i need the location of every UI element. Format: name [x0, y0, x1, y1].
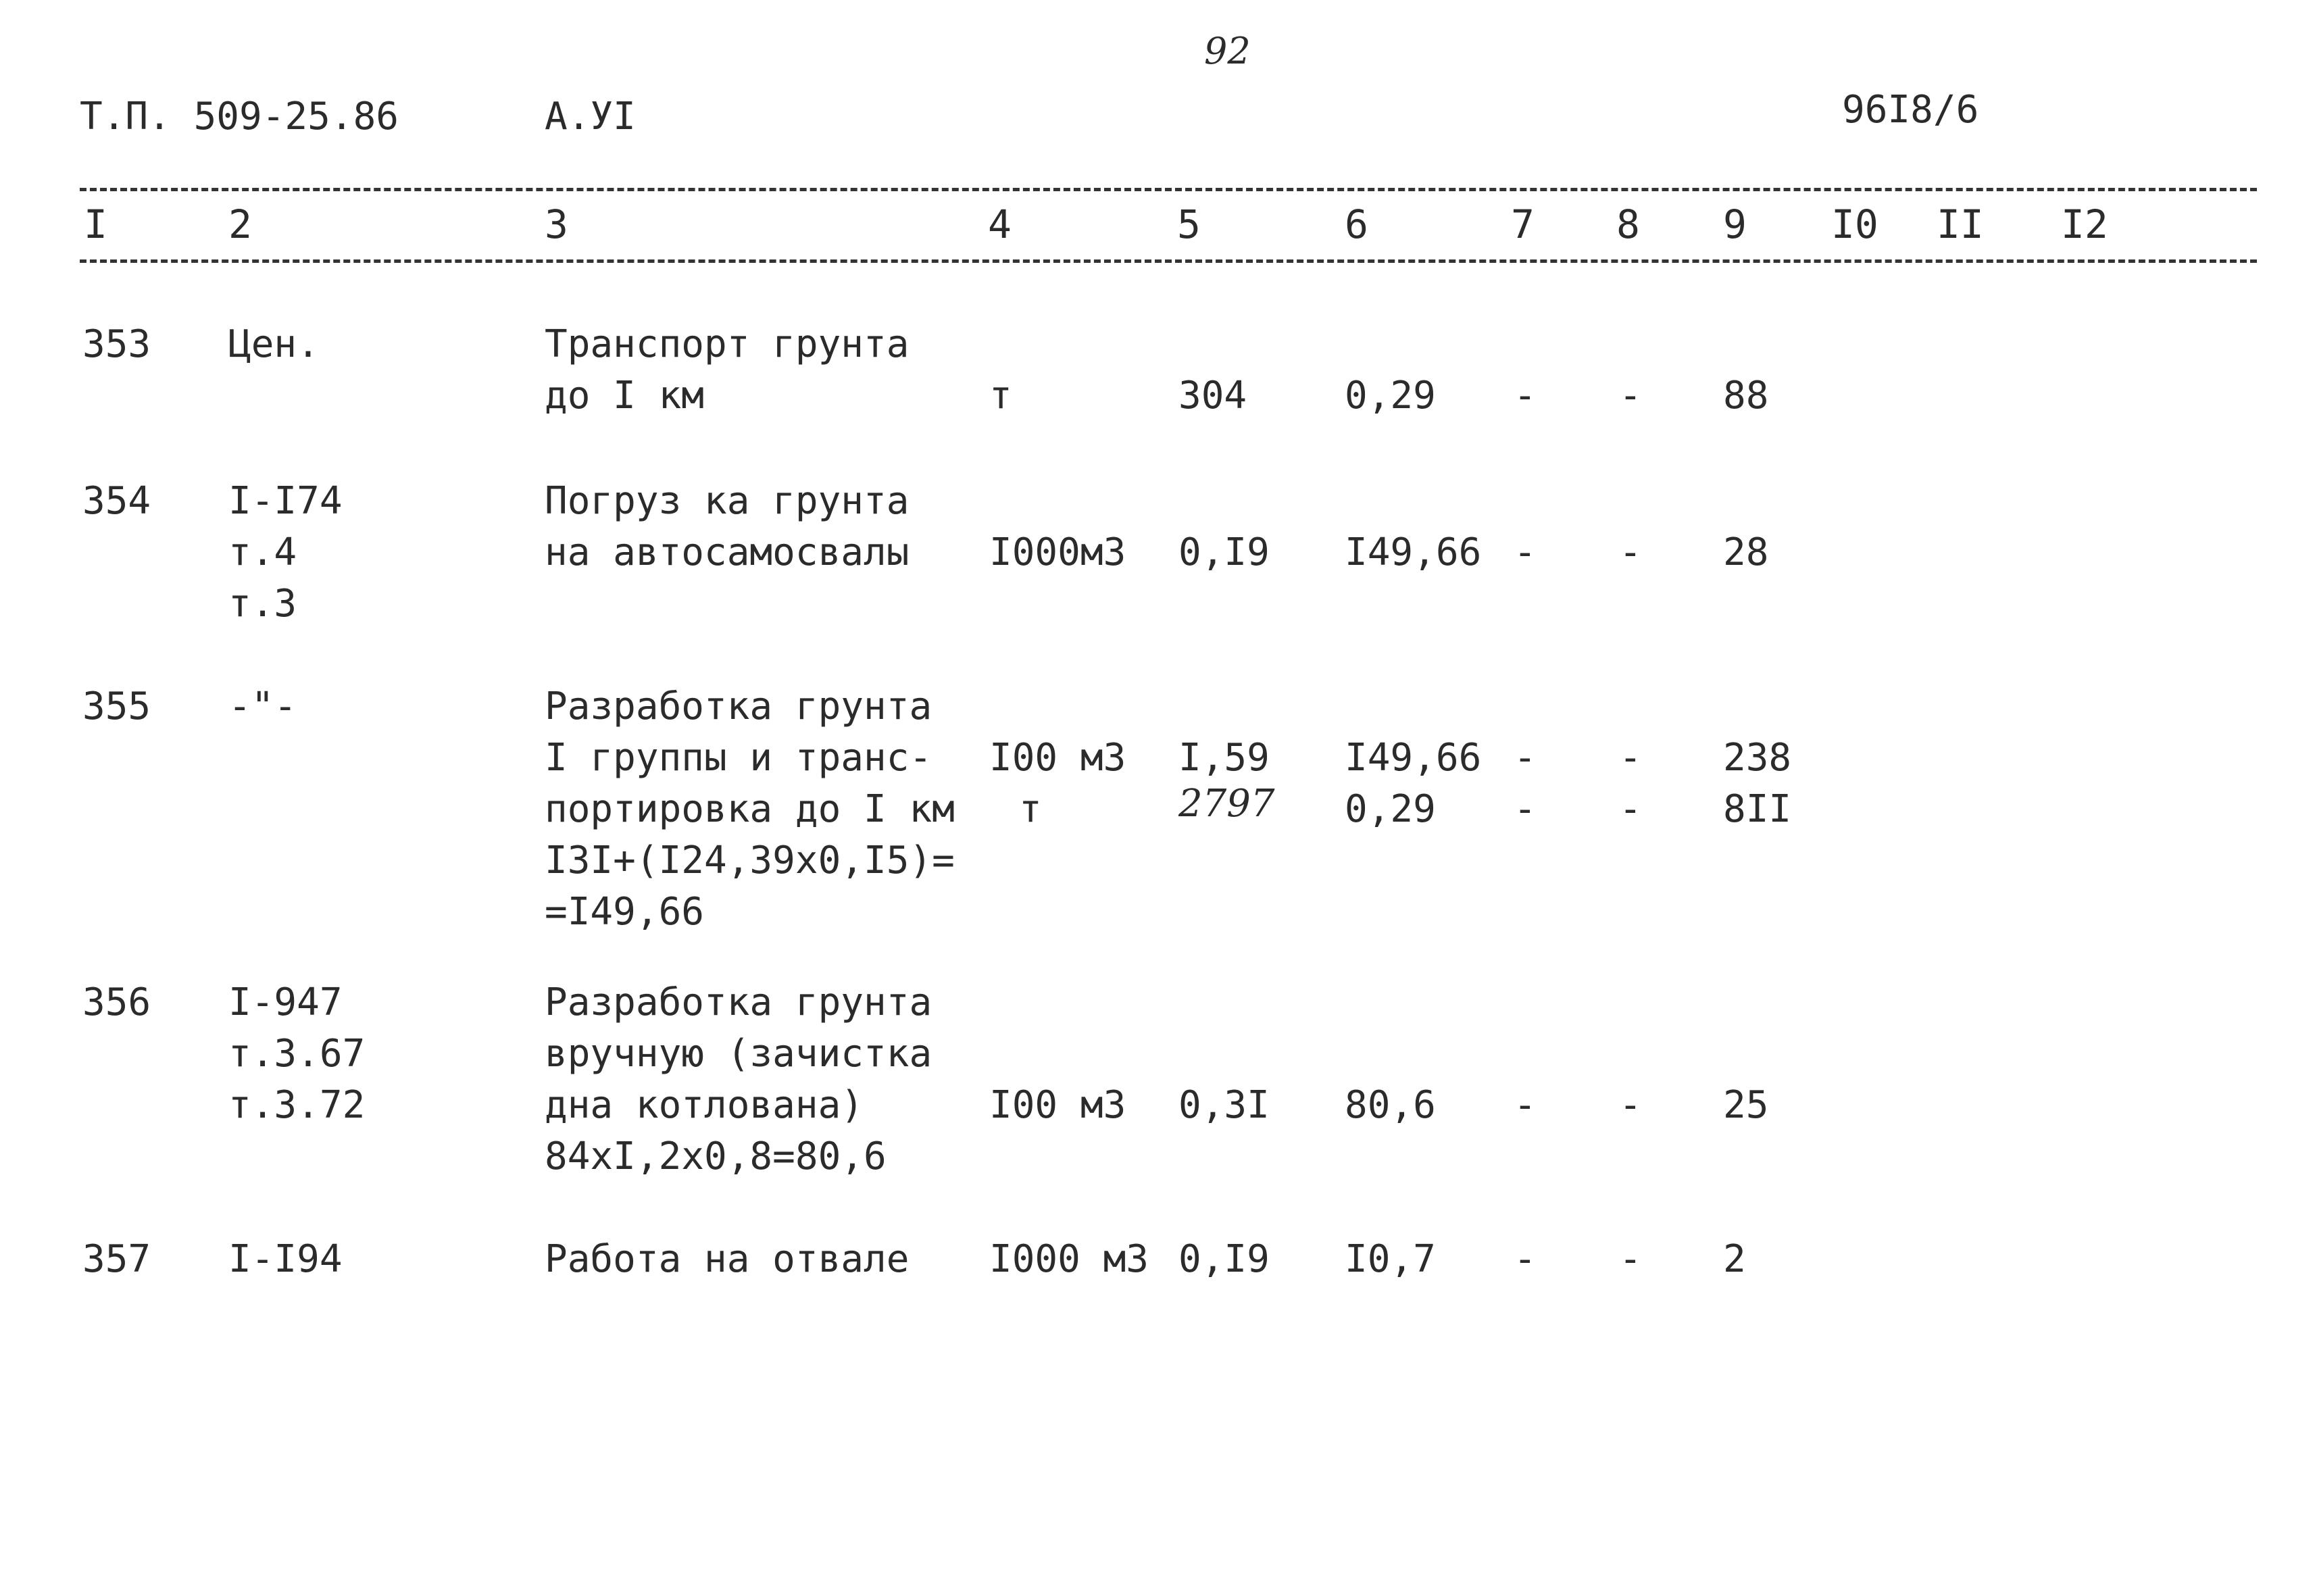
- row-354-desc-1: Погруз ка грунта: [545, 479, 910, 523]
- col-head-8: 8: [1616, 201, 1640, 247]
- row-353-col8: -: [1619, 374, 1642, 418]
- row-355-desc-2: I группы и транс-: [545, 736, 932, 780]
- row-355-price-2: 0,29: [1345, 787, 1436, 831]
- row-354-code-2: т.4: [228, 530, 297, 574]
- row-355-desc-5: =I49,66: [545, 890, 705, 934]
- row-353-code-1: Цен.: [228, 322, 320, 366]
- row-355-code-1: -"-: [228, 684, 297, 728]
- row-354-price: I49,66: [1345, 530, 1482, 574]
- row-354-unit: I000м3: [989, 530, 1126, 574]
- row-357-desc-1: Работа на отвале: [545, 1237, 910, 1281]
- row-357-col8: -: [1619, 1237, 1642, 1281]
- row-355-col8-1: -: [1619, 736, 1642, 780]
- col-head-9: 9: [1723, 201, 1747, 247]
- sheet-code: 96I8/6: [1842, 88, 1979, 132]
- col-head-10: I0: [1831, 201, 1878, 247]
- row-355-col7-1: -: [1514, 736, 1537, 780]
- row-356-desc-2: вручную (зачистка: [545, 1032, 932, 1076]
- row-355-unit-1: I00 м3: [989, 736, 1126, 780]
- row-355-col7-2: -: [1514, 787, 1537, 831]
- row-356-qty: 0,3I: [1178, 1083, 1270, 1127]
- col-head-4: 4: [988, 201, 1012, 247]
- row-353-price: 0,29: [1345, 374, 1436, 418]
- row-354-code-3: т.3: [228, 582, 297, 626]
- row-353-number: 353: [82, 322, 151, 366]
- row-353-unit: т: [989, 374, 1012, 418]
- row-353-total: 88: [1723, 374, 1769, 418]
- col-head-2: 2: [228, 201, 252, 247]
- col-head-6: 6: [1345, 201, 1368, 247]
- row-354-col8: -: [1619, 530, 1642, 574]
- row-357-col7: -: [1514, 1237, 1537, 1281]
- row-355-col8-2: -: [1619, 787, 1642, 831]
- row-356-number: 356: [82, 980, 151, 1024]
- col-head-12: I2: [2061, 201, 2108, 247]
- row-354-total: 28: [1723, 530, 1769, 574]
- row-354-col7: -: [1514, 530, 1537, 574]
- row-356-unit: I00 м3: [989, 1083, 1126, 1127]
- row-356-col7: -: [1514, 1083, 1537, 1127]
- row-355-unit-2: т: [1019, 787, 1042, 831]
- row-355-qty-2-handwritten: 2797: [1178, 782, 1275, 826]
- row-355-number: 355: [82, 684, 151, 728]
- row-355-desc-1: Разработка грунта: [545, 684, 932, 728]
- row-357-qty: 0,I9: [1178, 1237, 1270, 1281]
- album-code: А.УI: [545, 95, 636, 139]
- col-head-11: II: [1937, 201, 1984, 247]
- document-designation: Т.П. 509-25.86: [80, 95, 399, 139]
- col-head-5: 5: [1177, 201, 1201, 247]
- row-355-price-1: I49,66: [1345, 736, 1482, 780]
- header-bottom-rule: [80, 259, 2257, 263]
- row-356-code-2: т.3.67: [228, 1032, 366, 1076]
- row-357-code-1: I-I94: [228, 1237, 343, 1281]
- row-353-desc-1: Транспорт грунта: [545, 322, 910, 366]
- row-357-unit: I000 м3: [989, 1237, 1149, 1281]
- row-357-price: I0,7: [1345, 1237, 1436, 1281]
- row-356-col8: -: [1619, 1083, 1642, 1127]
- row-354-desc-2: на автосамосвалы: [545, 530, 910, 574]
- row-354-number: 354: [82, 479, 151, 523]
- row-355-desc-3: портировка до I км: [545, 787, 955, 831]
- row-355-qty-1: I,59: [1178, 736, 1270, 780]
- col-head-1: I: [84, 201, 107, 247]
- row-356-code-3: т.3.72: [228, 1083, 366, 1127]
- row-355-total-2: 8II: [1723, 787, 1792, 831]
- row-357-number: 357: [82, 1237, 151, 1281]
- row-354-qty: 0,I9: [1178, 530, 1270, 574]
- row-353-desc-2: до I км: [545, 374, 705, 418]
- row-354-code-1: I-I74: [228, 479, 343, 523]
- row-356-desc-3: дна котлована): [545, 1083, 864, 1127]
- row-356-desc-1: Разработка грунта: [545, 980, 932, 1024]
- row-356-total: 25: [1723, 1083, 1769, 1127]
- row-356-desc-4: 84xI,2x0,8=80,6: [545, 1134, 887, 1178]
- page-number: 92: [1204, 30, 1251, 72]
- row-357-total: 2: [1723, 1237, 1746, 1281]
- row-353-qty: 304: [1178, 374, 1247, 418]
- col-head-3: 3: [545, 201, 568, 247]
- row-355-desc-4: I3I+(I24,39x0,I5)=: [545, 839, 955, 882]
- row-353-col7: -: [1514, 374, 1537, 418]
- header-top-rule: [80, 188, 2257, 191]
- row-355-total-1: 238: [1723, 736, 1792, 780]
- row-356-code-1: I-947: [228, 980, 343, 1024]
- col-head-7: 7: [1511, 201, 1535, 247]
- row-356-price: 80,6: [1345, 1083, 1436, 1127]
